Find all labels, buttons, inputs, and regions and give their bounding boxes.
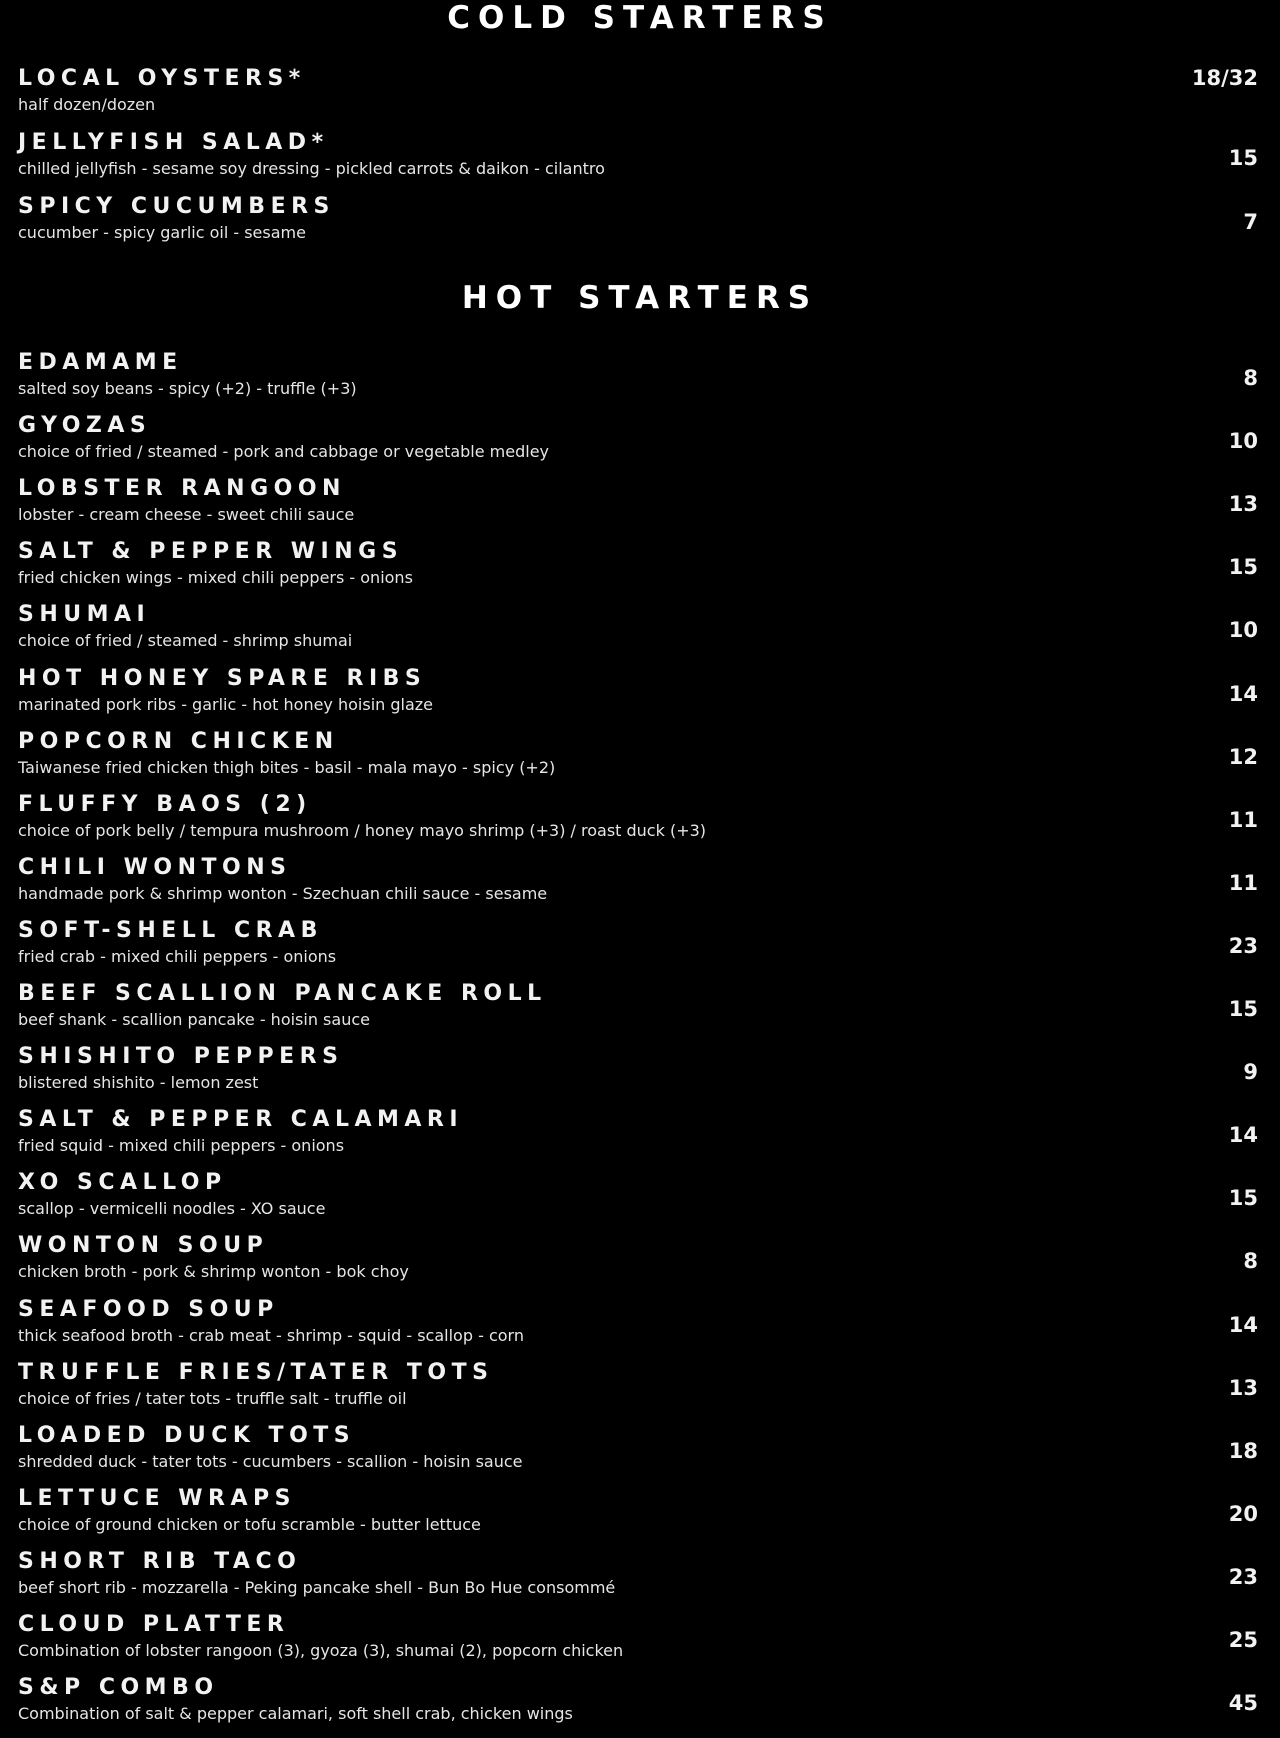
menu-item-description: salted soy beans - spicy (+2) - truffle (+3)	[18, 379, 357, 398]
menu-item-price: 8	[1243, 1249, 1258, 1274]
menu-item-description: lobster - cream cheese - sweet chili sauce	[18, 505, 355, 525]
menu-item-description: choice of fried / steamed - pork and cabbage or vegetable medley	[18, 442, 549, 462]
menu-item	[18, 792, 1258, 841]
menu-item	[18, 981, 1258, 1030]
menu-item	[18, 918, 1258, 967]
menu-item	[18, 1360, 1258, 1409]
menu-item-price: 15	[1228, 1186, 1258, 1211]
menu-item-name: JELLYFISH SALAD*	[18, 130, 329, 155]
menu-item-description: chicken broth - pork & shrimp wonton - bok choy	[18, 1262, 409, 1282]
menu-item-name: GYOZAS	[18, 413, 152, 439]
menu-item-price: 10	[1228, 618, 1258, 643]
menu-item-name: HOT HONEY SPARE RIBS	[18, 665, 427, 691]
menu-item	[18, 1044, 1258, 1093]
menu-item-price: 23	[1228, 1564, 1258, 1589]
menu-item-description: Combination of lobster rangoon (3), gyoza (3), shumai (2), popcorn chicken	[18, 1641, 624, 1660]
menu-item	[18, 729, 1258, 778]
menu-item	[18, 539, 1258, 588]
menu-item	[18, 66, 1258, 115]
menu-item-name: WONTON SOUP	[18, 1233, 269, 1259]
menu-item-name: SHISHITO PEPPERS	[18, 1044, 344, 1070]
menu-item-name: LOBSTER RANGOON	[18, 476, 346, 502]
menu-item	[18, 130, 1258, 179]
menu-item-description: half dozen/dozen	[18, 95, 156, 114]
menu-item-name: POPCORN CHICKEN	[18, 728, 339, 754]
menu-item-price: 9	[1243, 1060, 1258, 1085]
menu-item-price: 14	[1228, 1123, 1258, 1148]
menu-item	[18, 666, 1258, 715]
menu-item-price: 8	[1243, 366, 1258, 390]
menu-item-price: 12	[1228, 744, 1258, 769]
menu-item-description: Taiwanese fried chicken thigh bites - basil - mala mayo - spicy (+2)	[18, 757, 556, 777]
menu-item-description: blistered shishito - lemon zest	[18, 1073, 259, 1093]
menu-item-description: Combination of salt & pepper calamari, soft shell crab, chicken wings	[18, 1704, 573, 1724]
menu-item-description: cucumber - spicy garlic oil - sesame	[18, 223, 306, 242]
menu-item	[18, 476, 1258, 525]
menu-item-description: beef short rib - mozzarella - Peking pancake shell - Bun Bo Hue consommé	[18, 1577, 616, 1597]
menu-item-price: 10	[1228, 429, 1258, 454]
menu-item-name: SHORT RIB TACO	[18, 1548, 302, 1574]
menu-item-price: 45	[1228, 1691, 1258, 1716]
menu-item	[18, 1549, 1258, 1598]
menu-item	[18, 602, 1258, 651]
menu-item	[18, 1170, 1258, 1219]
menu-item-name: SEAFOOD SOUP	[18, 1296, 279, 1322]
menu-item-name: S&P COMBO	[18, 1675, 219, 1701]
menu-item-price: 13	[1228, 492, 1258, 517]
menu-item	[18, 1675, 1258, 1724]
hot-starters-title: HOT STARTERS	[461, 280, 819, 316]
menu-item-name: LOCAL OYSTERS*	[18, 66, 306, 91]
menu-item-name: XO SCALLOP	[18, 1170, 227, 1196]
menu-item-price: 14	[1228, 1312, 1258, 1337]
menu-item-price: 11	[1228, 807, 1258, 832]
menu-item-description: fried crab - mixed chili peppers - onions	[18, 946, 337, 966]
menu-item-price: 7	[1243, 210, 1258, 234]
menu-item-description: choice of fries / tater tots - truffle salt - truffle oil	[18, 1388, 407, 1408]
menu-item-price: 18	[1228, 1438, 1258, 1463]
menu-item	[18, 194, 1258, 243]
menu-item-price: 25	[1228, 1628, 1258, 1652]
menu-item	[18, 413, 1258, 462]
menu-item	[18, 1486, 1258, 1535]
menu-item-name: SHUMAI	[18, 602, 151, 628]
menu-item-name: LOADED DUCK TOTS	[18, 1422, 356, 1448]
menu-item-name: CHILI WONTONS	[18, 854, 292, 880]
menu-item-price: 20	[1228, 1501, 1258, 1526]
menu-item-description: fried squid - mixed chili peppers - onions	[18, 1136, 345, 1156]
menu-item	[18, 1233, 1258, 1282]
menu-item	[18, 1107, 1258, 1156]
menu-item-name: SALT & PEPPER WINGS	[18, 539, 404, 565]
menu-item-price: 18/32	[1191, 66, 1258, 90]
menu-item-description: handmade pork & shrimp wonton - Szechuan chili sauce - sesame	[18, 883, 548, 903]
menu-item	[18, 350, 1258, 399]
menu-item-name: SPICY CUCUMBERS	[18, 194, 335, 219]
menu-item-price: 14	[1228, 681, 1258, 706]
menu-item-price: 15	[1228, 555, 1258, 580]
menu-item-name: BEEF SCALLION PANCAKE ROLL	[18, 981, 547, 1006]
menu-item-price: 23	[1228, 933, 1258, 958]
menu-item-name: TRUFFLE FRIES/TATER TOTS	[18, 1359, 494, 1385]
menu-item-description: shredded duck - tater tots - cucumbers - scallion - hoisin sauce	[18, 1451, 523, 1471]
menu-item-name: SOFT-SHELL CRAB	[18, 917, 323, 943]
menu-item-description: scallop - vermicelli noodles - XO sauce	[18, 1199, 326, 1219]
menu-item-description: marinated pork ribs - garlic - hot honey hoisin glaze	[18, 694, 434, 714]
menu-item-description: choice of fried / steamed - shrimp shumai	[18, 631, 353, 651]
menu-item-name: LETTUCE WRAPS	[18, 1485, 296, 1511]
menu-item-price: 11	[1228, 870, 1258, 895]
menu-item-name: EDAMAME	[18, 350, 183, 375]
menu-item-price: 13	[1228, 1375, 1258, 1400]
menu-item	[18, 1423, 1258, 1472]
menu-item-name: SALT & PEPPER CALAMARI	[18, 1107, 464, 1133]
menu-item	[18, 1297, 1258, 1346]
menu-item	[18, 1612, 1258, 1661]
menu-item-name: CLOUD PLATTER	[18, 1612, 290, 1637]
menu-item-price: 15	[1228, 146, 1258, 170]
menu-item-description: chilled jellyfish - sesame soy dressing - pickled carrots & daikon - cilantro	[18, 159, 605, 178]
menu-item-description: choice of ground chicken or tofu scramble - butter lettuce	[18, 1514, 481, 1534]
cold-starters-title: COLD STARTERS	[447, 0, 833, 36]
menu-item-price: 15	[1228, 997, 1258, 1021]
menu-item-description: choice of pork belly / tempura mushroom / honey mayo shrimp (+3) / roast duck (+3)	[18, 820, 707, 840]
menu-item-description: fried chicken wings - mixed chili peppers - onions	[18, 568, 413, 588]
menu-item	[18, 855, 1258, 904]
menu-item-name: FLUFFY BAOS (2)	[18, 791, 312, 817]
menu-item-description: thick seafood broth - crab meat - shrimp - squid - scallop - corn	[18, 1325, 524, 1345]
menu-item-description: beef shank - scallion pancake - hoisin sauce	[18, 1010, 370, 1029]
